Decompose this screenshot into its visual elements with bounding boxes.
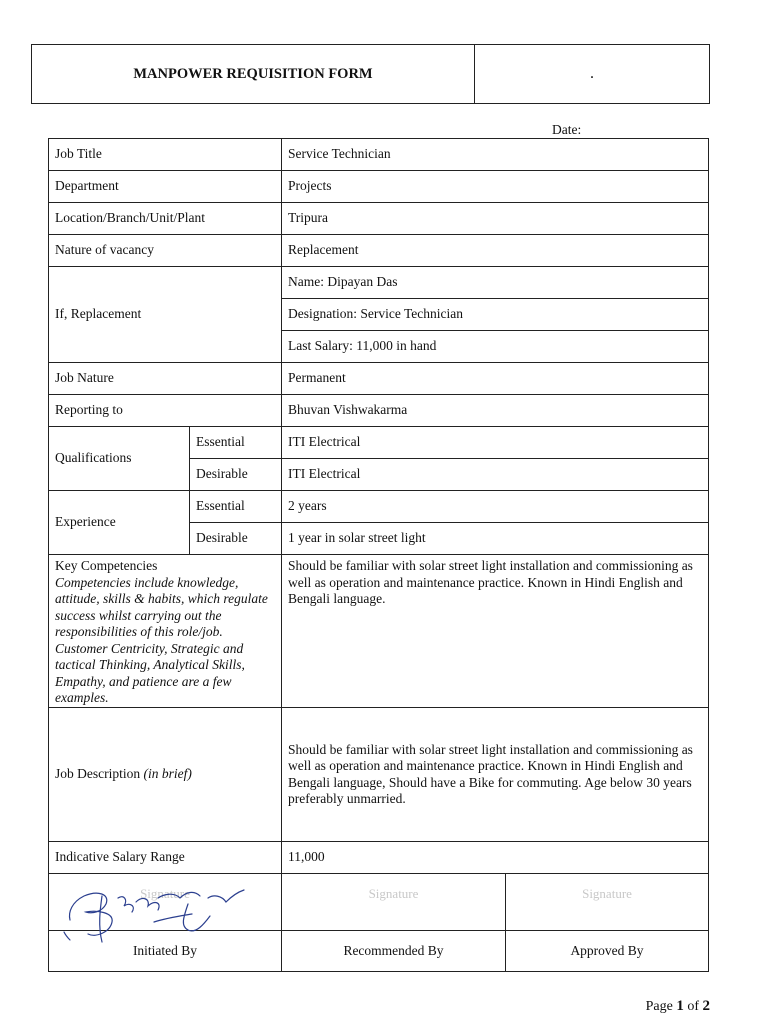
competencies-note: Competencies include knowledge, attitude, skills & habits, which regulate success whilst carrying out the responsibilities of this role/job. Customer Centricity, Strategic and tactical Thinking, Analytical Skills, Empathy, and patience are a few examples. bbox=[55, 574, 268, 705]
replacement-label: If, Replacement bbox=[49, 267, 282, 363]
form-header bbox=[31, 44, 710, 104]
page-footer bbox=[646, 998, 710, 1015]
reporting-label: Reporting to bbox=[49, 395, 282, 427]
table-row bbox=[49, 235, 709, 267]
header-mark: . bbox=[590, 65, 594, 82]
job-description-note: (in brief) bbox=[143, 766, 192, 782]
competencies-cell bbox=[49, 555, 282, 708]
initiated-by-label: Initiated By bbox=[49, 931, 282, 972]
experience-label: Experience bbox=[49, 491, 190, 555]
table-row bbox=[49, 395, 709, 427]
nature-label: Nature of vacancy bbox=[49, 235, 282, 267]
table-row bbox=[49, 363, 709, 395]
qualifications-label: Qualifications bbox=[49, 427, 190, 491]
page-total: 2 bbox=[702, 998, 710, 1014]
qualifications-desirable-label: Desirable bbox=[190, 459, 282, 491]
table-row bbox=[49, 491, 709, 523]
location-label: Location/Branch/Unit/Plant bbox=[49, 203, 282, 235]
approved-by-label: Approved By bbox=[506, 931, 709, 972]
recommended-by-label: Recommended By bbox=[282, 931, 506, 972]
table-row bbox=[49, 842, 709, 874]
table-row bbox=[49, 708, 709, 842]
nature-value: Replacement bbox=[282, 235, 709, 267]
job-title-label: Job Title bbox=[49, 139, 282, 171]
page-word: Page bbox=[645, 999, 673, 1014]
job-nature-value: Permanent bbox=[282, 363, 709, 395]
signature-placeholder-recommended: Signature bbox=[282, 874, 506, 931]
replacement-salary: Last Salary: 11,000 in hand bbox=[282, 331, 709, 363]
salary-range-label: Indicative Salary Range bbox=[49, 842, 282, 874]
table-row bbox=[49, 171, 709, 203]
experience-essential-value: 2 years bbox=[282, 491, 709, 523]
department-label: Department bbox=[49, 171, 282, 203]
department-value: Projects bbox=[282, 171, 709, 203]
job-description-value: Should be familiar with solar street light installation and commissioning as well as operation and maintenance practice. Known in Hindi English and Bengali language, Should have a Bike for commuting. Age below 30 years preferably unmarried. bbox=[282, 708, 709, 842]
competencies-value: Should be familiar with solar street light installation and commissioning as well as operation and maintenance practice. Known in Hindi English and Bengali language. bbox=[282, 555, 709, 708]
requisition-table bbox=[48, 138, 709, 972]
date-label: Date: bbox=[552, 122, 582, 137]
reporting-value: Bhuvan Vishwakarma bbox=[282, 395, 709, 427]
qualifications-essential-value: ITI Electrical bbox=[282, 427, 709, 459]
experience-desirable-value: 1 year in solar street light bbox=[282, 523, 709, 555]
experience-essential-label: Essential bbox=[190, 491, 282, 523]
job-description-label: Job Description bbox=[55, 766, 141, 782]
table-row bbox=[49, 267, 709, 299]
location-value: Tripura bbox=[282, 203, 709, 235]
page-number: 1 bbox=[676, 998, 684, 1014]
of-word: of bbox=[687, 999, 699, 1014]
job-nature-label: Job Nature bbox=[49, 363, 282, 395]
replacement-name: Name: Dipayan Das bbox=[282, 267, 709, 299]
job-description-cell bbox=[49, 708, 282, 842]
table-row bbox=[49, 203, 709, 235]
signature-placeholder-initiated: Signature bbox=[49, 874, 282, 931]
signature-placeholder-approved: Signature bbox=[506, 874, 709, 931]
replacement-designation: Designation: Service Technician bbox=[282, 299, 709, 331]
salary-range-value: 11,000 bbox=[282, 842, 709, 874]
table-row bbox=[49, 139, 709, 171]
experience-desirable-label: Desirable bbox=[190, 523, 282, 555]
job-title-value: Service Technician bbox=[282, 139, 709, 171]
table-row bbox=[49, 555, 709, 708]
handwritten-signature bbox=[62, 876, 252, 952]
table-row bbox=[49, 427, 709, 459]
competencies-label: Key Competencies bbox=[55, 558, 158, 573]
form-title: MANPOWER REQUISITION FORM bbox=[32, 45, 475, 103]
qualifications-desirable-value: ITI Electrical bbox=[282, 459, 709, 491]
qualifications-essential-label: Essential bbox=[190, 427, 282, 459]
